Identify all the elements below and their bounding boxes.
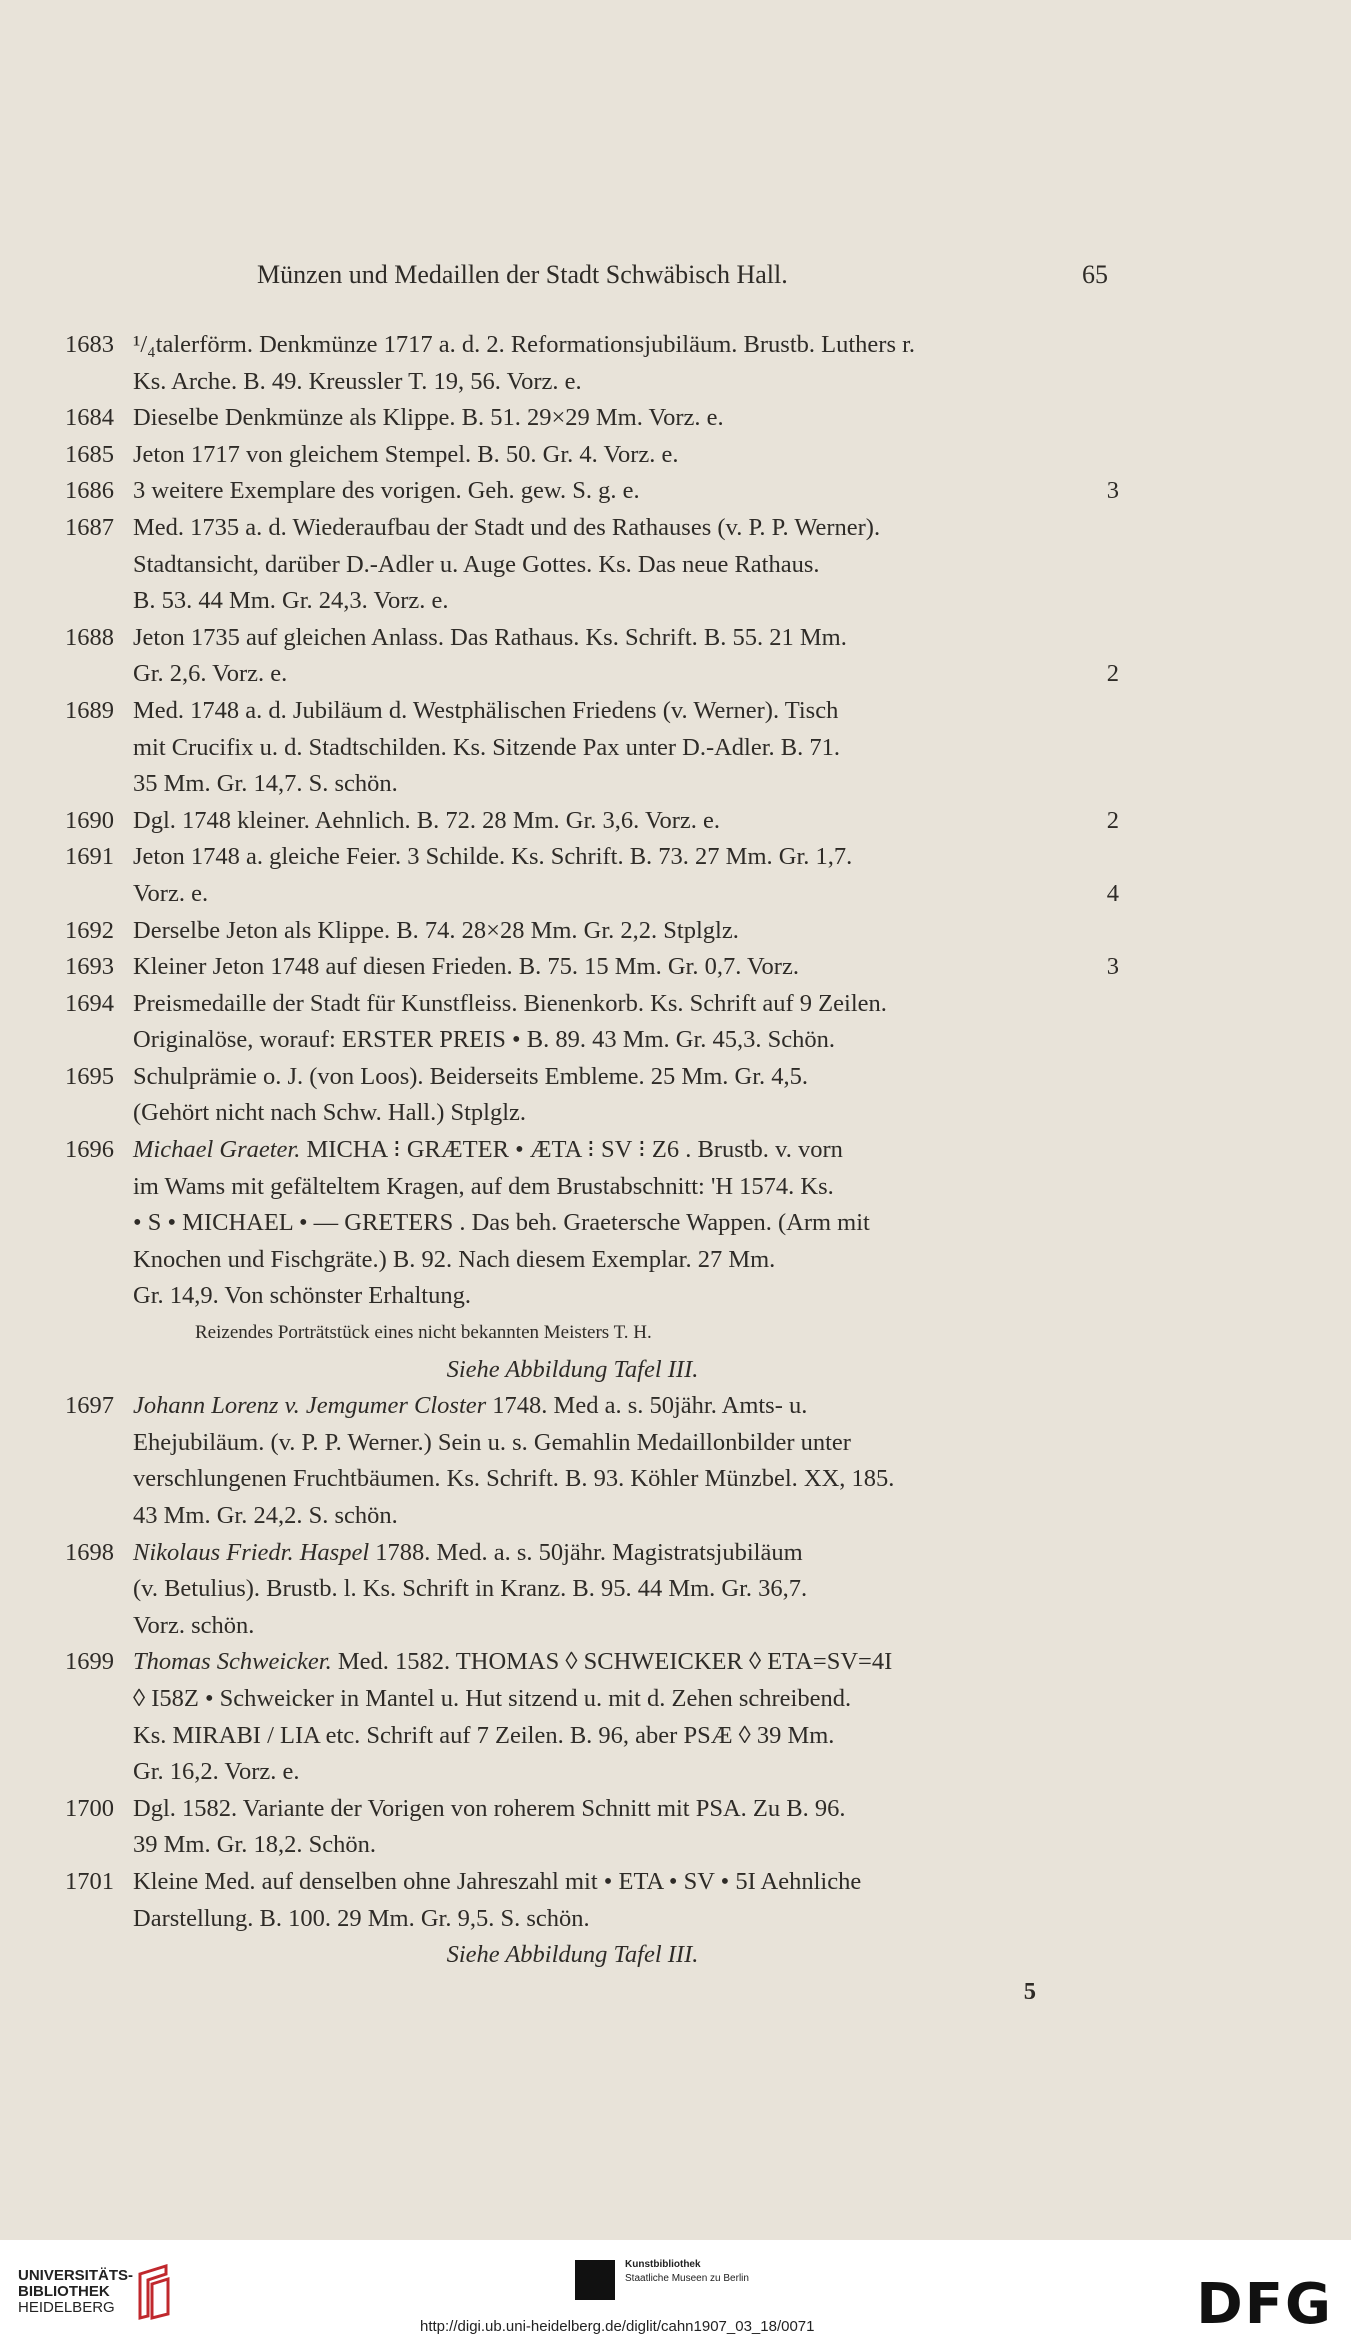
piece-count: 2 — [1106, 660, 1119, 688]
entry-text — [133, 547, 820, 584]
entry-description: Jeton 1735 auf gleichen Anlass. Das Rathaus. Ks. Schrift. B. 55. 21 Mm. — [133, 623, 847, 651]
entry-description: Schulprämie o. J. (von Loos). Beiderseits Embleme. 25 Mm. Gr. 4,5. — [133, 1062, 809, 1090]
entry-text — [133, 327, 915, 364]
entry-text — [133, 1242, 775, 1279]
entry-line-start — [0, 949, 1351, 986]
entry-description: ◊ I58Z • Schweicker in Mantel u. Hut sitzend u. mit d. Zehen schreibend. — [133, 1684, 852, 1712]
entry-line — [0, 1425, 1351, 1462]
entry-text — [133, 364, 582, 401]
entry-number: 1688 — [65, 623, 114, 651]
uni-heidelberg-logo[interactable] — [18, 2268, 133, 2316]
entry-description: verschlungenen Fruchtbäumen. Ks. Schrift. B. 93. Köhler Münzbel. XX, 185. — [133, 1465, 895, 1493]
entry-line — [0, 730, 1351, 767]
entry-line — [0, 1901, 1351, 1938]
entry-text — [133, 1425, 851, 1462]
entry-line — [0, 1242, 1351, 1279]
entry-description: Kleiner Jeton 1748 auf diesen Frieden. B. 75. 15 Mm. Gr. 0,7. Vorz. — [133, 953, 799, 981]
entry-number: 1690 — [65, 806, 114, 834]
entry-line — [0, 656, 1351, 693]
entry-description: (Gehört nicht nach Schw. Hall.) Stplglz. — [133, 1099, 527, 1127]
entry-line — [0, 1827, 1351, 1864]
entry-description: ¹/₄talerförm. Denkmünze 1717 a. d. 2. Reformationsjubiläum. Brustb. Luthers r. — [133, 331, 916, 358]
uni-logo-line: HEIDELBERG — [18, 2299, 115, 2316]
entry-line-start — [0, 437, 1351, 474]
entry-number: 1697 — [65, 1392, 114, 1420]
entry-description: Originalöse, worauf: ERSTER PREIS • B. 89. 43 Mm. Gr. 45,3. Schön. — [133, 1026, 836, 1054]
entry-text — [133, 620, 847, 657]
entry-text — [133, 1132, 843, 1169]
entry-description: MICHA ⁝ GRÆTER • ÆTA ⁝ SV ⁝ Z6 . Brustb. v. vorn — [300, 1136, 843, 1164]
entry-text — [133, 1754, 300, 1791]
entry-line — [0, 1681, 1351, 1718]
entry-line — [0, 364, 1351, 401]
entry-line-start — [0, 620, 1351, 657]
footnote-text — [195, 1315, 652, 1352]
entry-description: Ks. MIRABI / LIA etc. Schrift auf 7 Zeilen. B. 96, aber PSÆ ◊ 39 Mm. — [133, 1721, 835, 1749]
entry-line-start — [0, 803, 1351, 840]
entry-number: 1692 — [65, 916, 114, 944]
entry-number: 1694 — [65, 989, 114, 1017]
sheet-signature: 5 — [1023, 1977, 1036, 2005]
entry-description: Reizendes Porträtstück eines nicht bekannten Meisters T. H. — [195, 1322, 652, 1344]
entry-number: 1701 — [65, 1867, 114, 1895]
entry-line — [0, 583, 1351, 620]
entry-description: Darstellung. B. 100. 29 Mm. Gr. 9,5. S. schön. — [133, 1904, 590, 1932]
entry-description: Jeton 1748 a. gleiche Feier. 3 Schilde. Ks. Schrift. B. 73. 27 Mm. Gr. 1,7. — [133, 843, 853, 871]
header-title: Münzen und Medaillen der Stadt Schwäbisch Hall. — [257, 260, 788, 289]
kb-logo-line: Kunstbibliothek — [625, 2259, 701, 2270]
entry-text — [133, 1278, 471, 1315]
entry-number: 1698 — [65, 1538, 114, 1566]
entry-text — [133, 510, 880, 547]
entry-description: Ks. Arche. B. 49. Kreussler T. 19, 56. Vorz. e. — [133, 367, 582, 395]
entry-line-start — [0, 1791, 1351, 1828]
piece-count: 4 — [1106, 879, 1119, 907]
entry-text — [133, 1644, 892, 1681]
entry-description: 3 weitere Exemplare des vorigen. Geh. gew. S. g. e. — [133, 477, 640, 505]
entry-text — [133, 1718, 834, 1755]
entry-line-start — [0, 1059, 1351, 1096]
entry-description: 1788. Med. a. s. 50jähr. Magistratsjubiläum — [369, 1538, 803, 1566]
permalink[interactable]: http://digi.ub.uni-heidelberg.de/diglit/cahn1907_03_18/0071 — [420, 2318, 815, 2335]
entry-description: 1748. Med a. s. 50jähr. Amts- u. — [486, 1392, 808, 1420]
entry-number: 1689 — [65, 696, 114, 724]
entry-text — [133, 1608, 254, 1645]
kb-logo-line: Staatliche Museen zu Berlin — [625, 2273, 749, 2284]
entry-line — [0, 1315, 1351, 1352]
entry-description: Dieselbe Denkmünze als Klippe. B. 51. 29×29 Mm. Vorz. e. — [133, 404, 724, 432]
person-name: Michael Graeter. — [133, 1136, 301, 1164]
entry-number: 1684 — [65, 404, 114, 432]
entry-text — [133, 766, 398, 803]
entry-number: 1693 — [65, 953, 114, 981]
kunstbibliothek-mark-icon — [575, 2260, 615, 2300]
entry-line — [0, 547, 1351, 584]
entry-text — [133, 876, 208, 913]
entry-text — [133, 656, 287, 693]
entry-text — [133, 913, 739, 950]
entry-description: Med. 1582. THOMAS ◊ SCHWEICKER ◊ ETA=SV=4I — [331, 1648, 893, 1676]
person-name: Johann Lorenz v. Jemgumer Closter — [133, 1392, 487, 1420]
entry-description: mit Crucifix u. d. Stadtschilden. Ks. Sitzende Pax unter D.-Adler. B. 71. — [133, 733, 841, 761]
entry-line-start — [0, 1388, 1351, 1425]
entry-text — [133, 730, 840, 767]
entry-line — [0, 1461, 1351, 1498]
uni-logo-line: UNIVERSITÄTS- — [18, 2267, 134, 2284]
entry-text — [133, 839, 852, 876]
entry-text — [133, 1827, 376, 1864]
entry-line-start — [0, 400, 1351, 437]
plate-reference: Siehe Abbildung Tafel III. — [446, 1355, 699, 1383]
entry-description: Med. 1735 a. d. Wiederaufbau der Stadt und des Rathauses (v. P. P. Werner). — [133, 513, 881, 541]
entry-line — [0, 1169, 1351, 1206]
catalog-entries — [0, 327, 1351, 2010]
entry-line — [0, 1937, 1351, 1974]
entry-text — [133, 803, 720, 840]
entry-line — [0, 1608, 1351, 1645]
plate-reference: Siehe Abbildung Tafel III. — [446, 1941, 699, 1969]
entry-number: 1699 — [65, 1648, 114, 1676]
entry-description: Dgl. 1582. Variante der Vorigen von roherem Schnitt mit PSA. Zu B. 96. — [133, 1794, 846, 1822]
entry-description: Gr. 16,2. Vorz. e. — [133, 1758, 300, 1786]
entry-description: Vorz. e. — [133, 879, 209, 907]
entry-text — [133, 1791, 846, 1828]
entry-number: 1695 — [65, 1062, 114, 1090]
entry-description: Gr. 14,9. Von schönster Erhaltung. — [133, 1282, 471, 1310]
entry-text — [133, 986, 887, 1023]
uni-logo-line: BIBLIOTHEK — [18, 2283, 110, 2300]
entry-text — [133, 1169, 834, 1206]
entry-line — [0, 1205, 1351, 1242]
entry-description: B. 53. 44 Mm. Gr. 24,3. Vorz. e. — [133, 587, 449, 615]
entry-description: Kleine Med. auf denselben ohne Jahreszahl mit • ETA • SV • 5I Aehnliche — [133, 1867, 862, 1895]
entry-text — [133, 1388, 807, 1425]
entry-text — [133, 1681, 851, 1718]
footer-bar — [0, 2240, 1351, 2345]
entry-description: Knochen und Fischgräte.) B. 92. Nach diesem Exemplar. 27 Mm. — [133, 1245, 776, 1273]
entry-text — [133, 1571, 807, 1608]
entry-description: 35 Mm. Gr. 14,7. S. schön. — [133, 770, 398, 798]
entry-text — [133, 1461, 894, 1498]
entry-description: im Wams mit gefälteltem Kragen, auf dem Brustabschnitt: 'H 1574. Ks. — [133, 1172, 834, 1200]
entry-text — [133, 437, 679, 474]
entry-line — [0, 1718, 1351, 1755]
entry-line-start — [0, 1644, 1351, 1681]
entry-line — [0, 766, 1351, 803]
entry-text — [133, 1205, 870, 1242]
entry-text — [133, 1498, 398, 1535]
entry-line-start — [0, 473, 1351, 510]
entry-number: 1686 — [65, 477, 114, 505]
entry-description: Preismedaille der Stadt für Kunstfleiss. Bienenkorb. Ks. Schrift auf 9 Zeilen. — [133, 989, 887, 1017]
dfg-logo[interactable]: DFG — [1196, 2272, 1333, 2337]
entry-number: 1687 — [65, 513, 114, 541]
entry-description: Derselbe Jeton als Klippe. B. 74. 28×28 Mm. Gr. 2,2. Stplglz. — [133, 916, 739, 944]
entry-number: 1696 — [65, 1136, 114, 1164]
entry-line-start — [0, 693, 1351, 730]
entry-description: 43 Mm. Gr. 24,2. S. schön. — [133, 1502, 398, 1529]
entry-description: Gr. 2,6. Vorz. e. — [133, 660, 288, 688]
entry-text — [133, 1535, 803, 1572]
entry-line — [0, 1022, 1351, 1059]
entry-description: Ehejubiläum. (v. P. P. Werner.) Sein u. s. Gemahlin Medaillonbilder unter — [133, 1428, 851, 1456]
entry-line — [0, 1571, 1351, 1608]
entry-line — [0, 1095, 1351, 1132]
entry-description: Stadtansicht, darüber D.-Adler u. Auge Gottes. Ks. Das neue Rathaus. — [133, 550, 820, 578]
piece-count: 2 — [1106, 806, 1119, 834]
entry-description: • S • MICHAEL • — GRETERS . Das beh. Graetersche Wappen. (Arm mit — [133, 1209, 870, 1237]
entry-line-start — [0, 986, 1351, 1023]
entry-line — [0, 876, 1351, 913]
entry-line-start — [0, 327, 1351, 364]
entry-description: Med. 1748 a. d. Jubiläum d. Westphälischen Friedens (v. Werner). Tisch — [133, 696, 839, 724]
entry-description: 39 Mm. Gr. 18,2. Schön. — [133, 1831, 376, 1859]
entry-text — [133, 949, 799, 986]
entry-description: Jeton 1717 von gleichem Stempel. B. 50. Gr. 4. Vorz. e. — [133, 440, 679, 468]
piece-count: 3 — [1106, 953, 1119, 981]
entry-line-start — [0, 913, 1351, 950]
entry-line-start — [0, 510, 1351, 547]
piece-count: 3 — [1106, 477, 1119, 505]
person-name: Thomas Schweicker. — [133, 1648, 332, 1676]
entry-line — [0, 1278, 1351, 1315]
entry-line — [0, 1754, 1351, 1791]
entry-description: Dgl. 1748 kleiner. Aehnlich. B. 72. 28 Mm. Gr. 3,6. Vorz. e. — [133, 806, 721, 834]
entry-line — [0, 1974, 1351, 2011]
entry-text — [133, 1901, 590, 1938]
entry-line-start — [0, 839, 1351, 876]
entry-description: (v. Betulius). Brustb. l. Ks. Schrift in Kranz. B. 95. 44 Mm. Gr. 36,7. — [133, 1575, 808, 1603]
entry-line-start — [0, 1535, 1351, 1572]
entry-line — [0, 1498, 1351, 1535]
person-name: Nikolaus Friedr. Haspel — [133, 1538, 370, 1566]
entry-text — [133, 400, 724, 437]
entry-line-start — [0, 1864, 1351, 1901]
entry-text — [133, 1095, 526, 1132]
entry-text — [133, 473, 640, 510]
entry-number: 1691 — [65, 843, 114, 871]
page-number: 65 — [1082, 260, 1108, 289]
entry-text — [133, 1059, 808, 1096]
entry-number: 1700 — [65, 1794, 114, 1822]
entry-text — [133, 693, 838, 730]
entry-number: 1685 — [65, 440, 114, 468]
uni-logo-mark-icon — [136, 2264, 172, 2320]
entry-text — [133, 1022, 835, 1059]
entry-text — [133, 1864, 861, 1901]
entry-line-start — [0, 1132, 1351, 1169]
entry-description: Vorz. schön. — [133, 1611, 255, 1639]
entry-line — [0, 1352, 1351, 1389]
entry-text — [133, 583, 449, 620]
entry-number: 1683 — [65, 331, 114, 358]
